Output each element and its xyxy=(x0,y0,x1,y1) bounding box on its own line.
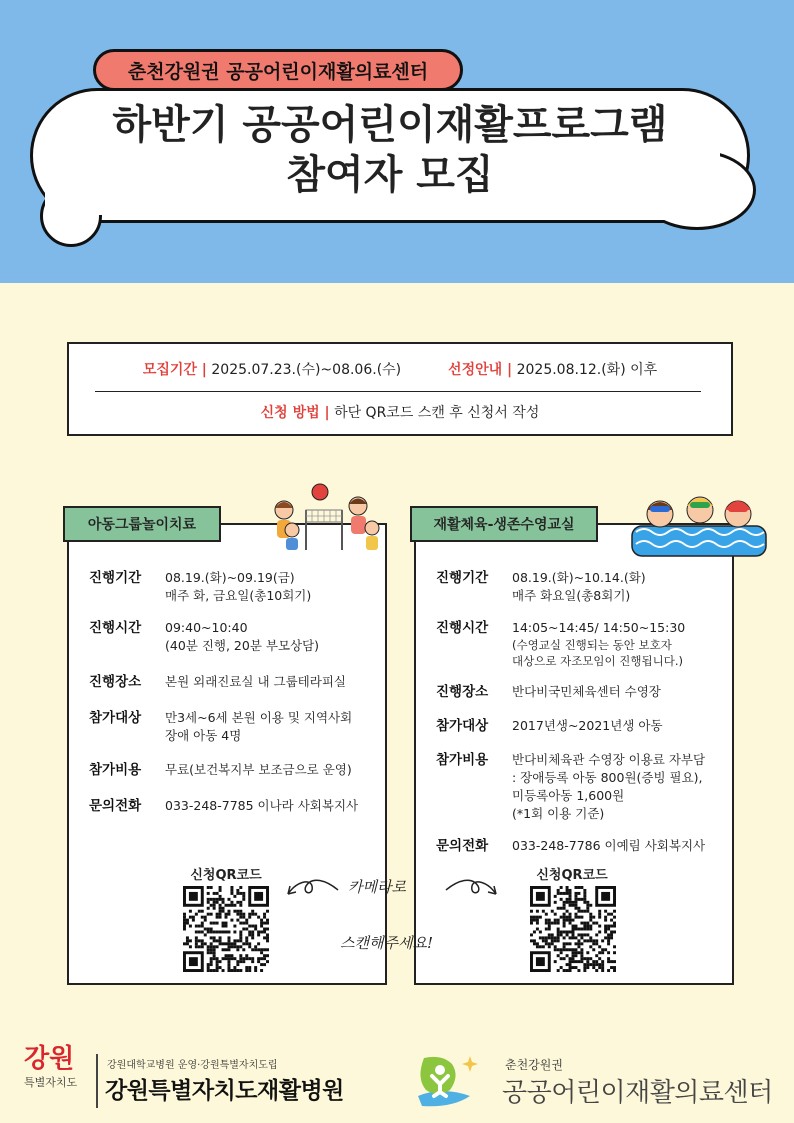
recruit-value: 2025.07.23.(수)~08.06.(수) xyxy=(211,362,402,378)
handwriting-line-1: 카메라로 xyxy=(348,878,406,896)
swirl-arrow-right xyxy=(442,874,502,900)
qr-code-right[interactable] xyxy=(530,886,616,972)
page-title xyxy=(30,100,750,200)
subtitle-pill: 춘천강원권 공공어린이재활의료센터 xyxy=(93,49,463,91)
recruit-label: 모집기간 | xyxy=(142,362,207,378)
info-row: 참가비용 무료(보건복지부 보조금으로 운영) xyxy=(89,762,352,778)
info-row: 진행시간 14:05~14:45/ 14:50~15:30 (수영교실 진행되는 동안 보호자 대상으로 자조모임이 진행됩니다.) xyxy=(436,620,686,668)
info-row: 문의전화 033-248-7786 이예림 사회복지사 xyxy=(436,838,706,854)
center-logo-icon xyxy=(412,1050,482,1112)
recruit-info-box xyxy=(67,342,733,436)
swirl-arrow-left xyxy=(282,874,342,900)
info-row: 진행기간 08.19.(화)~10.14.(화) 매주 화요일(총8회기) xyxy=(436,570,646,603)
info-row: 진행장소 반다비국민체육센터 수영장 xyxy=(436,684,661,700)
gangwon-logo: 강원 특별자치도 xyxy=(24,1044,78,1089)
info-row: 진행시간 09:40~10:40 (40분 진행, 20분 부모상담) xyxy=(89,620,320,653)
footer xyxy=(0,1020,794,1123)
info-row: 문의전화 033-248-7785 이나라 사회복지사 xyxy=(89,798,359,814)
divider xyxy=(95,391,701,392)
hospital-name: 강원특별자치도재활병원 xyxy=(105,1078,344,1104)
apply-value: 하단 QR코드 스캔 후 신청서 작성 xyxy=(334,405,540,421)
apply-label: 신청 방법 | xyxy=(260,405,330,421)
apply-method-row xyxy=(69,402,731,422)
kids-swimming-illustration xyxy=(630,486,768,560)
qr-label-left: 신청QR코드 xyxy=(190,868,262,883)
title-line-1: 하반기 공공어린이재활프로그램 xyxy=(112,102,668,148)
info-row: 참가대상 만3세~6세 본원 이용 및 지역사회 장애 아동 4명 xyxy=(89,710,353,743)
qr-label-right: 신청QR코드 xyxy=(536,868,608,883)
recruit-period-row xyxy=(69,359,731,379)
handwriting-line-2: 스캔해주세요! xyxy=(340,934,433,952)
tab-swimming: 재활체육-생존수영교실 xyxy=(410,506,598,542)
info-row: 참가비용 반다비체육관 수영장 이용료 자부담 : 장애등록 아동 800원(증빙 필요), 미등록아동 1,600원 (*1회 이용 기준) xyxy=(436,752,706,821)
kids-volleyball-illustration xyxy=(266,480,390,558)
info-row: 참가대상 2017년생~2021년생 아동 xyxy=(436,718,663,734)
center-name: 공공어린이재활의료센터 xyxy=(502,1078,773,1108)
divider xyxy=(96,1054,98,1108)
title-line-2: 참여자 모집 xyxy=(286,152,494,198)
tab-play-therapy: 아동그룹놀이치료 xyxy=(63,506,221,542)
select-label: 선정안내 | xyxy=(448,362,513,378)
qr-code-left[interactable] xyxy=(183,886,269,972)
center-region: 춘천강원권 xyxy=(505,1058,563,1072)
hospital-subtitle: 강원대학교병원 운영·강원특별자치도립 xyxy=(107,1060,278,1071)
info-row: 진행장소 본원 외래진료실 내 그룹테라피실 xyxy=(89,674,346,690)
info-row: 진행기간 08.19.(화)~09.19(금) 매주 화, 금요일(총10회기) xyxy=(89,570,312,603)
select-value: 2025.08.12.(화) 이후 xyxy=(516,362,658,378)
